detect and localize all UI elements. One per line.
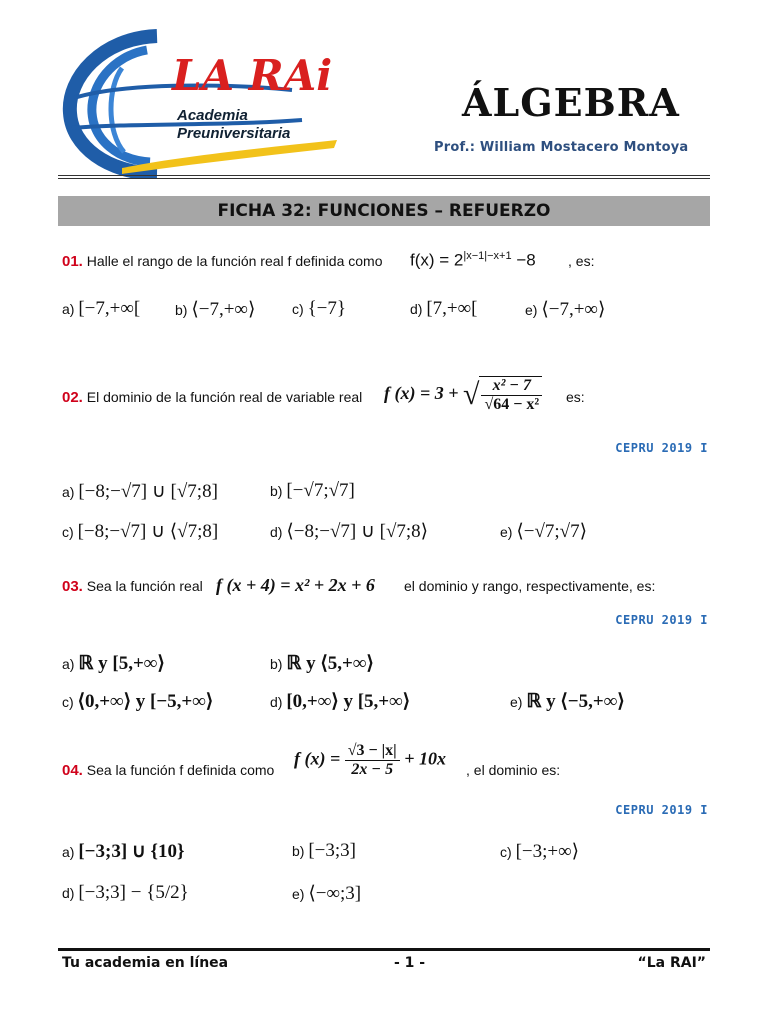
- sheet-title: FICHA 32: FUNCIONES – REFUERZO: [217, 201, 551, 221]
- option-a: [62, 298, 140, 320]
- option-letter: e): [510, 694, 523, 710]
- option-value: [0,+∞⟩ y [5,+∞⟩: [286, 691, 411, 712]
- option-c: [62, 690, 213, 713]
- professor-name: Prof.: William Mostacero Montoya: [434, 140, 689, 155]
- problem-statement: El dominio de la función real de variable real: [86, 389, 363, 405]
- source-tag: CEPRU 2019 I: [615, 441, 708, 455]
- option-d: [270, 690, 410, 713]
- footer-right: “La RAI”: [637, 955, 706, 971]
- option-value: [−7,+∞[: [78, 298, 141, 319]
- problem-tail: , es:: [568, 253, 595, 269]
- option-e: [525, 298, 605, 321]
- problem-number: 03.: [62, 578, 83, 595]
- problem-statement: Sea la función real: [86, 578, 203, 594]
- option-b: [270, 652, 374, 675]
- problem-03: [62, 578, 203, 595]
- option-letter: e): [292, 886, 305, 902]
- option-value: ⟨−7,+∞⟩: [541, 299, 606, 320]
- source-tag: CEPRU 2019 I: [615, 613, 708, 627]
- option-letter: b): [292, 843, 305, 859]
- formula-numerator: √3 − |x|: [345, 742, 400, 761]
- formula-rhs: + 10x: [404, 748, 446, 769]
- option-letter: b): [175, 302, 188, 318]
- formula-rhs: −8: [516, 250, 536, 270]
- formula-lhs: f (x) =: [294, 748, 341, 769]
- option-letter: b): [270, 483, 283, 499]
- option-value: [−3;3]: [308, 840, 356, 861]
- footer-left: Tu academia en línea: [62, 955, 229, 971]
- formula-lhs: f (x) = 3 +: [384, 383, 459, 404]
- problem-tail: , el dominio es:: [466, 762, 561, 778]
- formula-denominator: 2x − 5: [351, 761, 394, 778]
- option-value: ℝ y ⟨−5,+∞⟩: [526, 691, 625, 712]
- option-a: [62, 840, 185, 863]
- option-letter: e): [500, 524, 513, 540]
- option-value: {−7}: [307, 298, 347, 319]
- option-c: [62, 520, 218, 543]
- option-d: [410, 298, 478, 320]
- problem-number: 01.: [62, 253, 83, 270]
- option-value: ℝ y ⟨5,+∞⟩: [286, 653, 374, 674]
- option-a: [62, 652, 165, 675]
- problem-tail: es:: [566, 389, 585, 405]
- option-d: [270, 520, 428, 543]
- option-value: ⟨−√7;√7⟩: [516, 521, 588, 542]
- option-a: [62, 480, 218, 503]
- problem-statement: Halle el rango de la función real f definida como: [86, 253, 383, 269]
- option-value: [−8;−√7] ∪ [√7;8]: [78, 481, 218, 502]
- option-letter: a): [62, 656, 75, 672]
- logo-title: LA RAi: [172, 51, 333, 100]
- option-c: [292, 298, 346, 320]
- footer-rule: [58, 948, 710, 951]
- problem-04: [62, 762, 274, 779]
- problem-02: [62, 389, 362, 406]
- option-value: ⟨−7,+∞⟩: [191, 299, 256, 320]
- logo-line2: Preuniversitaria: [177, 125, 291, 142]
- option-letter: c): [500, 844, 512, 860]
- option-letter: d): [410, 301, 423, 317]
- formula-denominator: √64 − x²: [484, 396, 540, 413]
- option-value: [−3;3] ∪ {10}: [78, 841, 185, 862]
- academy-logo: [62, 28, 347, 178]
- problem-02-formula: f (x) = 3 + √ $\frac{\text{x² − 7}}{\text{√64 − x²}}$: [384, 376, 542, 414]
- formula-lhs: f(x) = 2: [410, 250, 464, 270]
- option-letter: c): [62, 694, 74, 710]
- problem-03-formula: f (x + 4) = x² + 2x + 6: [216, 575, 375, 595]
- problem-01: [62, 253, 383, 270]
- option-value: [−√7;√7]: [286, 480, 355, 501]
- problem-04-formula: [294, 742, 446, 779]
- option-b: [270, 480, 355, 502]
- option-d: [62, 882, 189, 904]
- option-letter: e): [525, 302, 538, 318]
- option-letter: d): [270, 694, 283, 710]
- option-letter: d): [270, 524, 283, 540]
- problem-number: 02.: [62, 389, 83, 406]
- option-letter: a): [62, 844, 75, 860]
- option-c: [500, 840, 579, 863]
- option-value: ⟨−8;−√7] ∪ [√7;8⟩: [286, 521, 429, 542]
- option-value: ⟨−∞;3]: [308, 883, 362, 904]
- option-value: [−8;−√7] ∪ ⟨√7;8]: [77, 521, 219, 542]
- source-tag: CEPRU 2019 I: [615, 803, 708, 817]
- option-letter: a): [62, 301, 75, 317]
- formula-numerator: x² − 7: [481, 377, 542, 396]
- header-rule-top: [58, 175, 710, 176]
- problem-number: 04.: [62, 762, 83, 779]
- option-letter: c): [62, 524, 74, 540]
- option-value: [7,+∞[: [426, 298, 478, 319]
- option-e: [500, 520, 587, 543]
- option-letter: b): [270, 656, 283, 672]
- option-value: [−3;3] − {5/2}: [78, 882, 189, 903]
- option-e: [292, 882, 361, 905]
- header-rule-bottom: [58, 178, 710, 179]
- subject-title: ÁLGEBRA: [462, 80, 680, 125]
- option-value: [−3;+∞⟩: [515, 841, 580, 862]
- problem-tail: el dominio y rango, respectivamente, es:: [404, 578, 656, 594]
- option-letter: c): [292, 301, 304, 317]
- problem-statement: Sea la función f definida como: [86, 762, 275, 778]
- option-value: ⟨0,+∞⟩ y [−5,+∞⟩: [77, 691, 214, 712]
- formula-exponent: |x−1|−x+1: [463, 250, 512, 262]
- problem-01-formula: [410, 250, 536, 271]
- footer-page-number: - 1 -: [394, 955, 426, 971]
- option-value: ℝ y [5,+∞⟩: [78, 653, 165, 674]
- option-e: [510, 690, 625, 713]
- option-b: [292, 840, 356, 862]
- option-letter: a): [62, 484, 75, 500]
- option-letter: d): [62, 885, 75, 901]
- option-b: [175, 298, 255, 321]
- logo-line1: Academia: [177, 107, 248, 124]
